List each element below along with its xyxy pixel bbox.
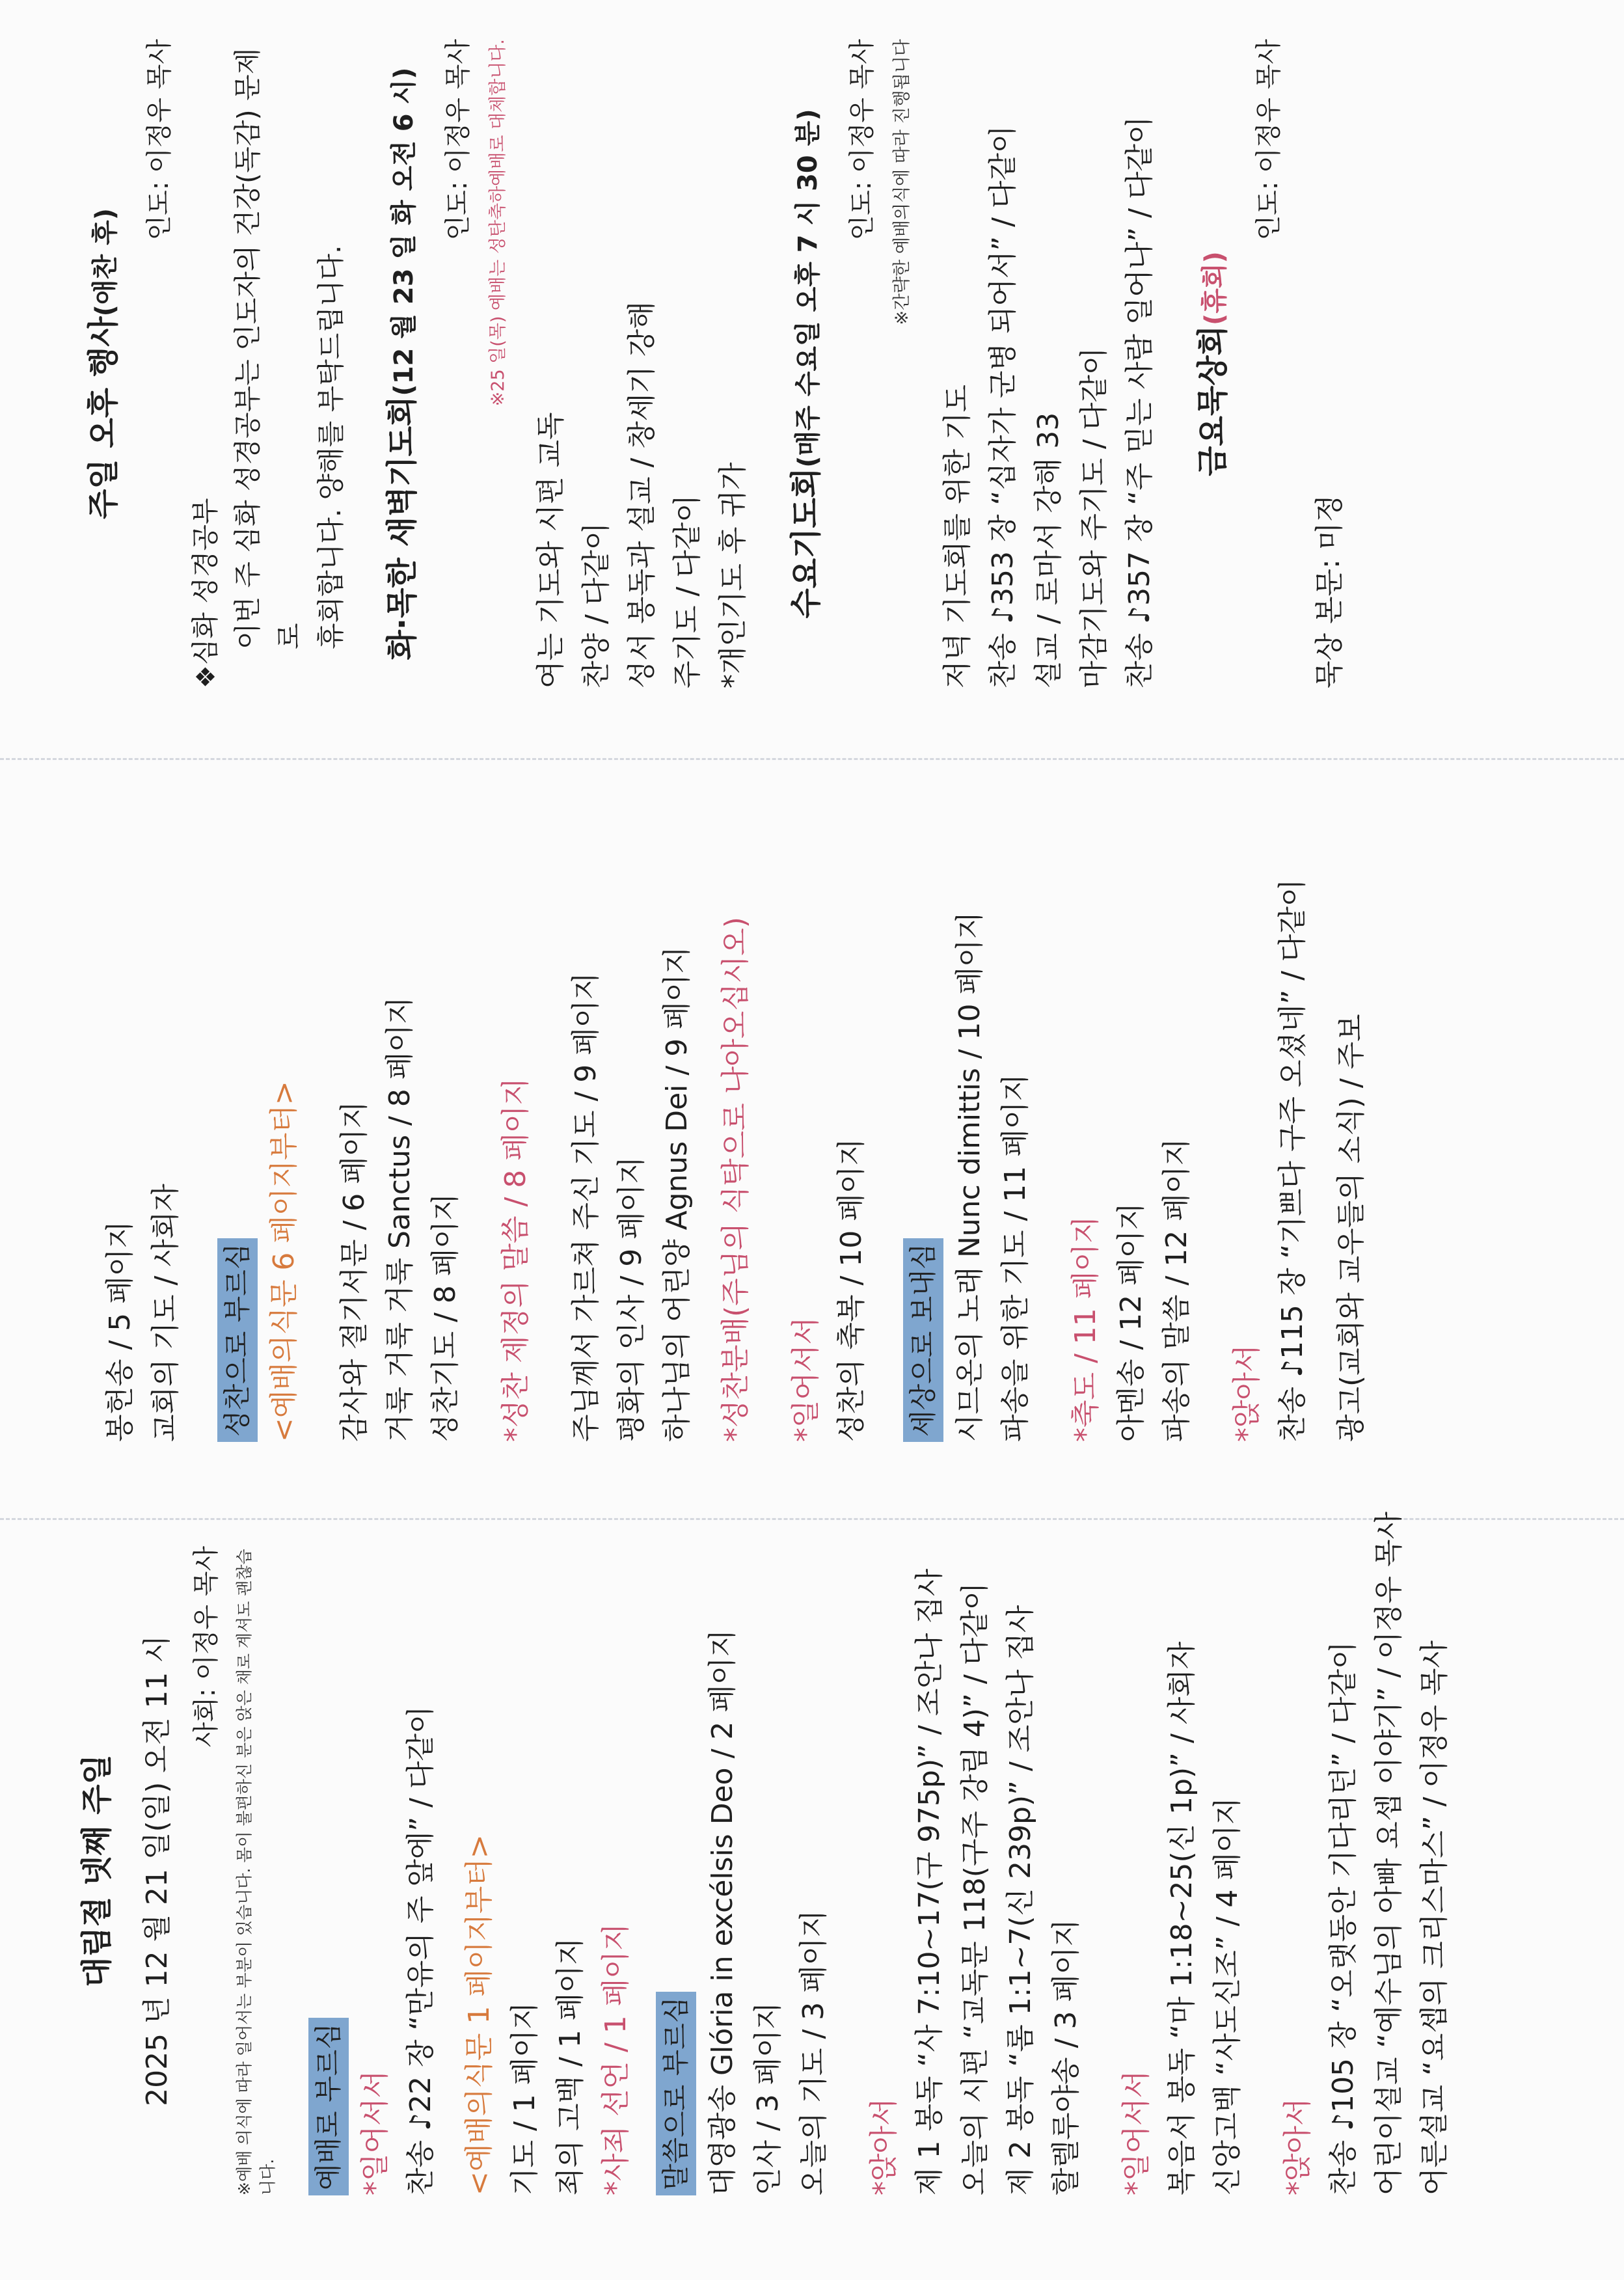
friday-meditation-title: 금요묵상회(휴회): [1195, 251, 1231, 476]
sunday-afternoon-title: 주일 오후 행사(애찬 후): [85, 208, 122, 520]
reading: 오늘의 시편 “교독문 118(구주 강림 4)” / 다같이: [958, 1582, 992, 2195]
children-sermon: 어린이설교 “예수님의 아빠 요셉 이야기” / 이정우 목사: [1372, 1512, 1405, 2195]
diamond-bullet-icon: ❖: [191, 665, 221, 688]
sit-cue: *앉아서: [1281, 2098, 1314, 2195]
bible-study-line: 이번 주 심화 성경공부는 인도자의 건강(독감) 문제로: [232, 48, 305, 649]
list-item: 여는 기도와 시편 교독: [534, 412, 567, 688]
list-item: 기도 / 1 페이지: [508, 2002, 541, 2195]
list-item: 주기도 / 다같이: [671, 495, 704, 688]
list-item: 감사와 절기서문 / 6 페이지: [338, 1101, 371, 1442]
wednesday-prayer-note: ※간략한 예배의식에 따라 진행됩니다: [892, 39, 912, 325]
list-item: 성서 봉독과 설교 / 창세기 강해: [625, 301, 658, 688]
list-item: 마감기도와 주기도 / 다같이: [1077, 347, 1111, 688]
list-item: 평화의 인사 / 9 페이지: [615, 1156, 648, 1442]
list-item: 성찬기도 / 8 페이지: [429, 1193, 462, 1442]
panel-order-of-worship-2: [0, 760, 1624, 1520]
standing-note: ※예배 의식에 따라 일어서는 부분이 있습니다. 몸이 불편하신 분은 앉은 채로 계셔도 괜찮습니다.: [235, 1549, 277, 2195]
service-presider: 사회: 이정우 목사: [191, 1546, 221, 1748]
friday-meditation-leader: 인도: 이정우 목사: [1254, 39, 1284, 241]
words-of-institution: *성찬 제정의 말씀 / 8 페이지: [499, 1078, 532, 1442]
list-item: 거룩 거룩 거룩 Sanctus / 8 페이지: [383, 996, 416, 1442]
list-item: 인사 / 3 페이지: [751, 2002, 785, 2195]
list-item: 찬송 ♪357 장 “주 믿는 사람 일어나” / 다같이: [1123, 116, 1156, 688]
dawn-prayer-leader: 인도: 이정우 목사: [443, 39, 473, 241]
order-note: <예배의식문 1 페이지부터>: [463, 1834, 496, 2195]
dawn-prayer-note: ※25 일(목) 예배는 성탄축하예배로 대체합니다.: [488, 39, 508, 407]
list-item: 죄의 고백 / 1 페이지: [554, 1937, 587, 2195]
creed: 신앙고백 “사도신조” / 4 페이지: [1211, 1797, 1244, 2195]
list-item: 시므온의 노래 Nunc dimittis / 10 페이지: [953, 911, 986, 1442]
sermon-hymn: 찬송 ♪105 장 “오랫동안 기다리던” / 다같이: [1327, 1641, 1360, 2195]
list-item: 설교 / 로마서 강해 33: [1032, 412, 1065, 688]
list-item: 대영광송 Glória in excélsis Deo / 2 페이지: [706, 1629, 739, 2195]
sunday-afternoon-leader: 인도: 이정우 목사: [144, 39, 174, 241]
bible-study-item: ❖심화 성경공부: [189, 498, 221, 688]
offering-song: 봉헌송 / 5 페이지: [103, 1221, 137, 1442]
benediction: *축도 / 11 페이지: [1069, 1215, 1102, 1442]
communion-blessing: 성찬의 축복 / 10 페이지: [835, 1138, 868, 1442]
panel-order-of-worship-1: [0, 1512, 1624, 2280]
service-title: 대림절 넷째 주일: [79, 1754, 115, 1987]
wednesday-prayer-title: 수요기도회(매주 수요일 오후 7 시 30 분): [788, 109, 824, 619]
dawn-prayer-title: 화·목한 새벽기도회(12 월 23 일 화 오전 6 시): [384, 67, 420, 660]
adult-sermon: 어른설교 “요셉의 크리스마스” / 이정우 목사: [1418, 1640, 1451, 2195]
section-header-sacrament: 성찬으로 부르심: [217, 1238, 258, 1442]
list-item: 파송의 말씀 / 12 페이지: [1160, 1138, 1193, 1442]
panel-weekly-schedule: [0, 0, 1624, 760]
list-item: 하나님의 어린양 Agnus Dei / 9 페이지: [660, 946, 694, 1442]
list-item: 파송을 위한 기도 / 11 페이지: [999, 1074, 1032, 1442]
opening-hymn: 찬송 ♪22 장 “만유의 주 앞에” / 다같이: [404, 1705, 437, 2195]
section-header-gathering: 예배로 부르심: [308, 2018, 349, 2195]
section-header-word: 말씀으로 부르심: [656, 1992, 696, 2195]
list-item: *개인기도 후 귀가: [716, 462, 750, 688]
prayers-of-church: 교회의 기도 / 사회자: [149, 1184, 182, 1442]
meditation-text: 묵상 본문: 미정: [1313, 495, 1346, 688]
reading: 제 1 봉독 “사 7:10~17(구 975p)” / 조안나 집사: [913, 1568, 946, 2195]
sit-cue: *앉아서: [867, 2098, 900, 2195]
order-note: <예배의식문 6 페이지부터>: [267, 1081, 301, 1442]
list-item: 아멘송 / 12 페이지: [1115, 1202, 1148, 1442]
wednesday-prayer-leader: 인도: 이정우 목사: [847, 39, 877, 241]
communion-distribution: *성찬분배(주님의 식탁으로 나아오십시오): [719, 917, 752, 1442]
list-item: 주님께서 가르쳐 주신 기도 / 9 페이지: [569, 972, 602, 1442]
reading: 제 2 봉독 “롬 1:1~7(신 239p)” / 조안나 집사: [1004, 1605, 1037, 2195]
list-item: 오늘의 기도 / 3 페이지: [797, 1910, 830, 2195]
stand-cue: *일어서서: [789, 1316, 822, 1442]
absolution: *사죄 선언 / 1 페이지: [599, 1923, 632, 2195]
gospel-reading: 복음서 봉독 “마 1:18~25(신 1p)” / 사회자: [1165, 1641, 1198, 2195]
sit-cue: *앉아서: [1230, 1344, 1264, 1442]
section-header-sending: 세상으로 보내심: [903, 1238, 943, 1442]
reading: 할렐루야송 / 3 페이지: [1049, 1919, 1083, 2195]
bible-study-line: 휴회합니다. 양해를 부탁드립니다.: [315, 245, 347, 649]
list-item: 찬양 / 다같이: [580, 522, 613, 688]
stand-cue: *일어서서: [1120, 2070, 1153, 2195]
announcements: 광고(교회와 교우들의 소식) / 주보: [1334, 1014, 1368, 1442]
service-date: 2025 년 12 월 21 일(일) 오전 11 시: [141, 1635, 174, 2106]
stand-cue: *일어서서: [359, 2070, 392, 2195]
list-item: 찬송 ♪353 장 “십자가 군병 되어서” / 다같이: [986, 125, 1020, 688]
closing-hymn: 찬송 ♪115 장 “기쁘다 구주 오셨네” / 다같이: [1276, 878, 1309, 1442]
list-item: 저녁 기도회를 위한 기도: [941, 385, 974, 688]
